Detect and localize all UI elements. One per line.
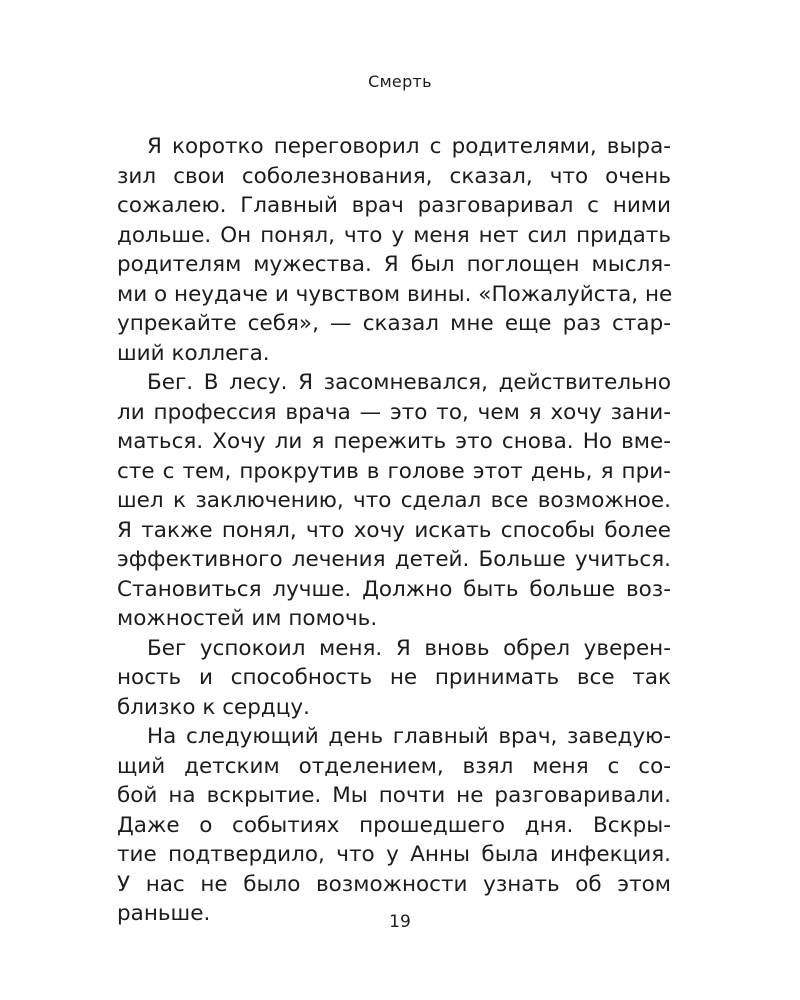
paragraph	[117, 634, 671, 723]
text-line: маться. Хочу ли я пережить это снова. Но вме-	[117, 429, 671, 454]
text-line: эффективного лечения детей. Больше учиться.	[117, 547, 671, 572]
text-line: Становиться лучше. Должно быть больше воз-	[117, 576, 671, 602]
paragraph	[117, 368, 671, 634]
text-line: сожалею. Главный врач разговаривал с ними	[117, 193, 671, 218]
text-line: Я также понял, что хочу искать способы более	[117, 517, 671, 543]
paragraph	[117, 132, 671, 368]
text-line: дольше. Он понял, что у меня нет сил придать	[117, 222, 671, 248]
page-number: 19	[389, 912, 411, 932]
text-line: близко к сердцу.	[117, 694, 310, 720]
text-line: тие подтвердило, что у Анны была инфекция.	[117, 842, 671, 867]
text-line: У нас не было возможности узнать об этом	[117, 871, 671, 897]
paragraph	[117, 722, 671, 929]
text-line: раньше.	[117, 901, 211, 926]
text-line: Даже о событиях прошедшего дня. Вскры-	[117, 812, 671, 838]
text-line: ли профессия врача — это то, чем я хочу зани-	[117, 399, 671, 425]
text-line: можностей им помочь.	[117, 606, 378, 631]
body-text	[117, 132, 671, 929]
text-line: родителям мужества. Я был поглощен мысля-	[117, 252, 671, 277]
text-line: ность и способность не принимать все так	[117, 665, 671, 690]
text-line: ший коллега.	[117, 340, 270, 366]
text-line: бой на вскрытие. Мы почти не разговаривали.	[117, 783, 671, 808]
text-line: сте с тем, прокрутив в голове этот день, я при-	[117, 458, 671, 484]
running-header: Смерть	[368, 72, 432, 91]
text-line: щий детским отделением, взял меня с со-	[117, 753, 671, 779]
text-line: На следующий день главный врач, заведую-	[147, 724, 671, 749]
text-line: шел к заключению, что сделал все возможное.	[117, 488, 671, 513]
text-line: зил свои соболезнования, сказал, что очень	[117, 163, 671, 189]
text-line: Бег. В лесу. Я засомневался, действительно	[147, 370, 671, 395]
text-line: Бег успокоил меня. Я вновь обрел уверен-	[147, 635, 671, 661]
text-line: упрекайте себя», — сказал мне еще раз стар-	[117, 311, 671, 336]
text-line: Я коротко переговорил с родителями, выра-	[147, 134, 671, 159]
text-line: ми о неудаче и чувством вины. «Пожалуйста, не	[117, 281, 673, 307]
